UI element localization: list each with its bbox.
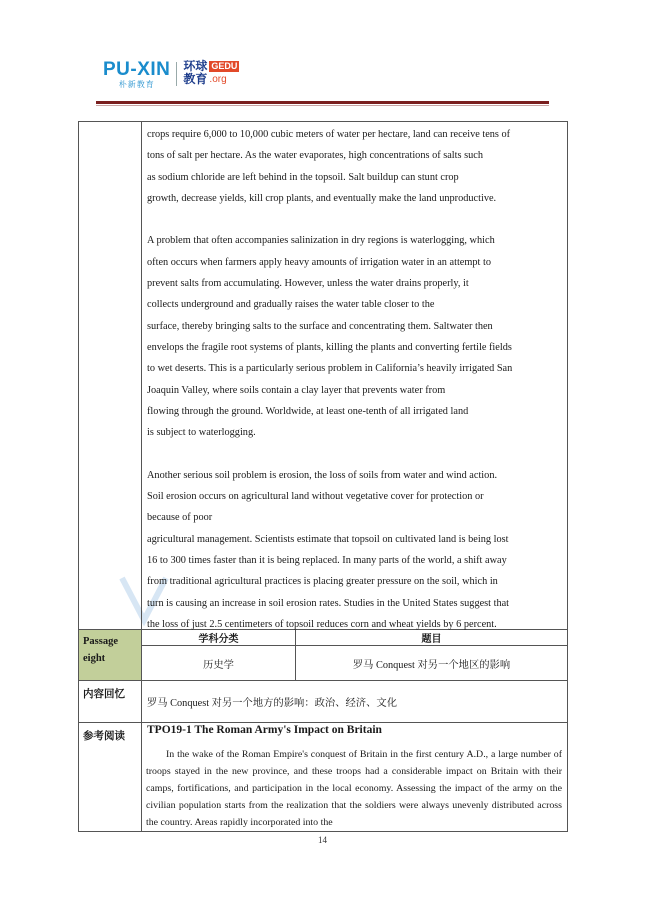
- content-table: [78, 121, 568, 832]
- logo-divider: [176, 62, 177, 86]
- passage-line: Soil erosion occurs on agricultural land without vegetative cover for protection or: [147, 491, 484, 503]
- gedu-logo-cn: 环球: [183, 59, 208, 73]
- passage-line: crops require 6,000 to 10,000 cubic meters of water per hectare, land can receive tens of: [147, 129, 511, 140]
- passage-line: often occurs when farmers apply heavy amounts of irrigation water in an attempt to: [147, 256, 491, 268]
- header-rule-thin: [96, 105, 549, 106]
- recall-label: 内容回忆: [83, 688, 125, 700]
- recall-value: 罗马 Conquest 对另一个地方的影响：政治、经济、文化: [147, 698, 397, 709]
- puxin-logo: [103, 60, 170, 90]
- category-header: 学科分类: [198, 634, 239, 645]
- puxin-logo-cn: 朴新教育: [118, 80, 155, 89]
- passage-line: growth, decrease yields, kill crop plants, and eventually make the land unproductive.: [147, 192, 497, 204]
- puxin-logo-text: PU-XIN: [103, 59, 171, 80]
- gedu-logo-cn2: 教育: [183, 72, 208, 86]
- passage-line: agricultural management. Scientists estimate that topsoil on cultivated land is being lost: [147, 533, 509, 545]
- reference-body: [146, 746, 562, 830]
- gedu-logo-tag: GEDU: [211, 61, 238, 71]
- passage-line: [147, 443, 565, 464]
- gedu-logo-org: .org: [209, 74, 227, 85]
- passage-line: 16 to 300 times faster than it is being replaced. In many parts of the world, a shift away: [147, 554, 507, 566]
- passage-line: tons of salt per hectare. As the water evaporates, high concentrations of salts such: [147, 150, 483, 162]
- passage-line: because of poor: [147, 512, 213, 524]
- passage-line: collects underground and gradually raises the water table closer to the: [147, 299, 435, 311]
- header-logo: [103, 60, 239, 94]
- passage-line: flowing through the ground. Worldwide, at least one-tenth of all irrigated land: [147, 405, 469, 417]
- passage-line: from traditional agricultural practices is placing greater pressure on the soil, which in: [147, 576, 498, 588]
- header-rule: [96, 101, 549, 104]
- passage-line: as sodium chloride are left behind in the topsoil. Salt buildup can stunt crop: [147, 171, 459, 183]
- page-number: 14: [318, 835, 327, 845]
- passage-line: [147, 209, 565, 230]
- gedu-logo: [183, 60, 239, 86]
- passage-line: surface, thereby bringing salts to the surface and concentrating them. Saltwater then: [147, 320, 493, 332]
- passage-line: turn is causing an increase in soil erosion rates. Studies in the United States suggest that: [147, 597, 510, 609]
- topic-header: 题目: [421, 634, 442, 645]
- passage-line: Another serious soil problem is erosion, the loss of soils from water and wind action.: [147, 469, 498, 481]
- reference-title: TPO19-1 The Roman Army's Impact on Britain: [147, 724, 382, 736]
- topic-value: 罗马 Conquest 对另一个地区的影响: [352, 659, 511, 671]
- passage-line: the loss of just 2.5 centimeters of topsoil reduces corn and wheat yields by 6 percent.: [147, 618, 497, 630]
- passage-line: to wet deserts. This is a particularly serious problem in California’s heavily irrigated San: [147, 363, 513, 375]
- passage-label: Passage eight: [79, 630, 141, 680]
- reference-paragraph: In the wake of the Roman Empire's conquest of Britain in the first century A.D., a large number of troops stayed in the new province, and these troops had a considerable impact on Britain with their camps, fortifications, and participation in the local economy. Assessing the impact of the army on the civilian population starts from the realization that the soldiers were always unevenly distributed across the country. Areas rapidly incorporated into the: [146, 749, 562, 828]
- category-value: 历史学: [203, 658, 234, 671]
- passage-text: [147, 124, 565, 635]
- passage-line: Joaquin Valley, where soils contain a clay layer that prevents water from: [147, 384, 446, 396]
- passage-line: envelops the fragile root systems of plants, killing the plants and converting fertile fields: [147, 341, 512, 353]
- passage-line: prevent salts from accumulating. However, unless the water drains properly, it: [147, 278, 469, 290]
- reference-label: 参考阅读: [83, 730, 125, 742]
- passage-line: A problem that often accompanies salinization in dry regions is waterlogging, which: [147, 235, 495, 247]
- passage-line: is subject to waterlogging.: [147, 427, 256, 439]
